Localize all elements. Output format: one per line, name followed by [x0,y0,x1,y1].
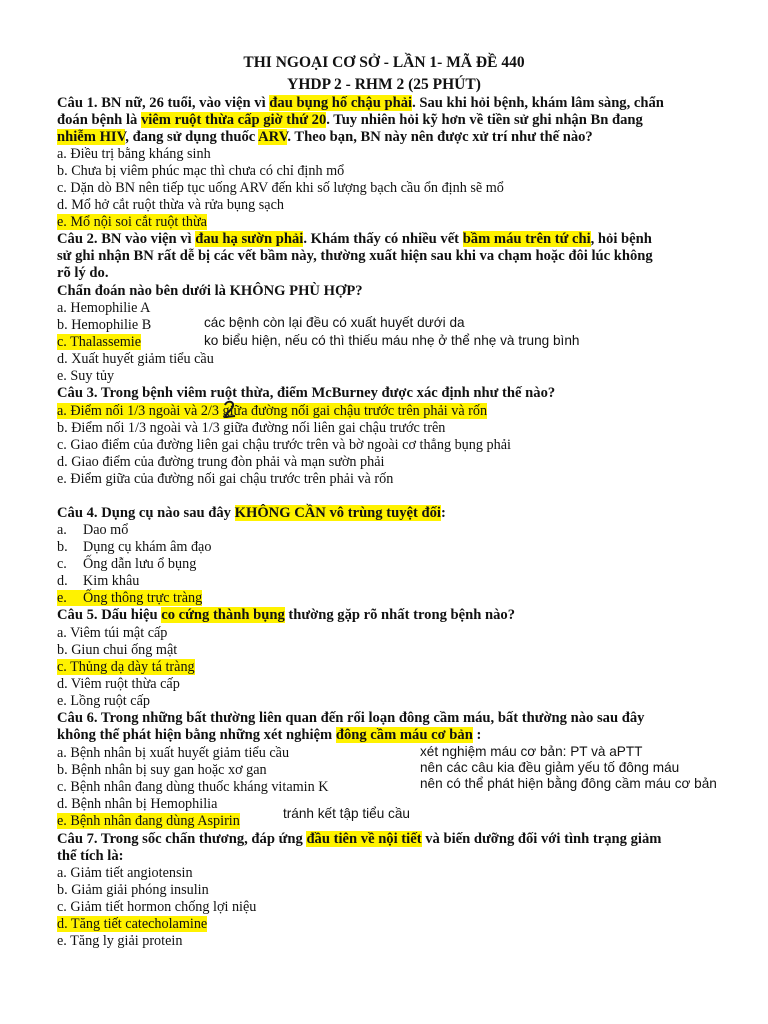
q6-annotation-4: tránh kết tập tiểu cầu [283,806,410,821]
q5-option-b: b. Giun chui ống mật [57,642,178,658]
q2-option-a: a. Hemophilie A [57,300,151,316]
q2-stem-line-1: Câu 2. BN vào viện vì đau hạ sườn phải. Khám thấy có nhiều vết bầm máu trên tứ chi, hỏi bệnh [57,231,652,247]
q2-stem-line-3: rõ lý do. [57,265,109,281]
q7-option-c: c. Giảm tiết hormon chống lợi niệu [57,899,257,915]
q2-annotation-2: ko biểu hiện, nếu có thì thiếu máu nhẹ ở thể nhẹ và trung bình [204,333,580,348]
q6-option-c: c. Bệnh nhân đang dùng thuốc kháng vitamin K [57,779,329,795]
q2-stem-line-4: Chẩn đoán nào bên dưới là KHÔNG PHÙ HỢP? [57,283,363,299]
q1-stem-line-3: nhiễm HIV, đang sử dụng thuốc ARV. Theo bạn, BN này nên được xử trí như thế nào? [57,129,593,145]
q4-option-b: b. Dụng cụ khám âm đạo [57,539,212,555]
handwritten-mark-icon [222,399,238,419]
q3-option-a-answer: a. Điểm nối 1/3 ngoài và 2/3 giữa đường nối gai chậu trước trên phải và rốn [57,403,488,419]
q3-option-e: e. Điểm giữa của đường nối gai chậu trước trên phải và rốn [57,471,394,487]
q2-annotation-1: các bệnh còn lại đều có xuất huyết dưới da [204,315,465,330]
q6-annotation-1: xét nghiệm máu cơ bản: PT và aPTT [420,744,643,759]
q6-option-b: b. Bệnh nhân bị suy gan hoặc xơ gan [57,762,267,778]
q6-stem-line-1: Câu 6. Trong những bất thường liên quan đến rối loạn đông cầm máu, bất thường nào sau đây [57,710,645,726]
q7-stem-line-2: thể tích là: [57,848,124,864]
q4-stem: Câu 4. Dụng cụ nào sau đây KHÔNG CẦN vô trùng tuyệt đối: [57,505,446,521]
q4-option-d: d. Kim khâu [57,573,140,589]
q5-option-c-answer: c. Thủng dạ dày tá tràng [57,659,195,675]
q5-option-d: d. Viêm ruột thừa cấp [57,676,180,692]
q5-option-a: a. Viêm túi mật cấp [57,625,168,641]
q6-option-a: a. Bệnh nhân bị xuất huyết giảm tiểu cầu [57,745,290,761]
q5-option-e: e. Lồng ruột cấp [57,693,150,709]
q6-annotation-2: nên các câu kia đều giảm yếu tố đông máu [420,760,680,775]
q2-option-d: d. Xuất huyết giảm tiểu cầu [57,351,214,367]
q3-option-d: d. Giao điểm của đường trung đòn phải và mạn sườn phải [57,454,385,470]
q3-option-c: c. Giao điểm của đường liên gai chậu trước trên và bờ ngoài cơ thẳng bụng phải [57,437,511,453]
q7-option-b: b. Giảm giải phóng insulin [57,882,209,898]
q6-option-e-answer: e. Bệnh nhân đang dùng Aspirin [57,813,240,829]
q1-option-b: b. Chưa bị viêm phúc mạc thì chưa có chỉ định mổ [57,163,345,179]
exam-subtitle: YHDP 2 - RHM 2 (25 PHÚT) [287,76,481,93]
q6-option-d: d. Bệnh nhân bị Hemophilia [57,796,218,812]
q6-annotation-3: nên có thể phát hiện bằng đông cầm máu cơ bản [420,776,717,791]
q1-stem-line-2: đoán bệnh là viêm ruột thừa cấp giờ thứ 20. Tuy nhiên hỏi kỹ hơn về tiền sử ghi nhận Bn đang [57,112,643,128]
q3-option-b: b. Điểm nối 1/3 ngoài và 1/3 giữa đường nối liên gai chậu trước trên [57,420,446,436]
q7-stem-line-1: Câu 7. Trong sốc chấn thương, đáp ứng đầu tiên về nội tiết và biến dưỡng đối với tình trạng giảm [57,831,662,847]
q7-option-a: a. Giảm tiết angiotensin [57,865,193,881]
q2-option-e: e. Suy tủy [57,368,115,384]
q6-stem-line-2: không thể phát hiện bằng những xét nghiệm đông cầm máu cơ bản : [57,727,482,743]
q1-option-a: a. Điều trị bằng kháng sinh [57,146,211,162]
q4-option-c: c. Ống dẫn lưu ổ bụng [57,556,197,572]
q1-stem-line-1: Câu 1. BN nữ, 26 tuổi, vào viện vì đau bụng hố chậu phải. Sau khi hỏi bệnh, khám lâm sàng, chẩn [57,95,664,111]
q2-option-c-answer: c. Thalassemie [57,334,142,350]
q5-stem: Câu 5. Dấu hiệu co cứng thành bụng thường gặp rõ nhất trong bệnh nào? [57,607,516,623]
q1-option-c: c. Dặn dò BN nên tiếp tục uống ARV đến khi số lượng bạch cầu ổn định sẽ mổ [57,180,504,196]
q7-option-d-answer: d. Tăng tiết catecholamine [57,916,208,932]
q1-option-e-answer: e. Mổ nội soi cắt ruột thừa [57,214,207,230]
exam-title: THI NGOẠI CƠ SỞ - LẦN 1- MÃ ĐỀ 440 [243,54,525,71]
q4-option-a: a. Dao mổ [57,522,129,538]
q2-stem-line-2: sử ghi nhận BN rất dễ bị các vết bầm này, thường xuất hiện sau khi va chạm hoặc đôi lúc không [57,248,653,264]
q3-stem: Câu 3. Trong bệnh viêm ruột thừa, điểm McBurney được xác định như thế nào? [57,385,556,401]
q7-option-e: e. Tăng ly giải protein [57,933,183,949]
q4-option-e-answer: e. Ống thông trực tràng [57,590,203,606]
q1-option-d: d. Mổ hở cắt ruột thừa và rửa bụng sạch [57,197,284,213]
q2-option-b: b. Hemophilie B [57,317,152,333]
